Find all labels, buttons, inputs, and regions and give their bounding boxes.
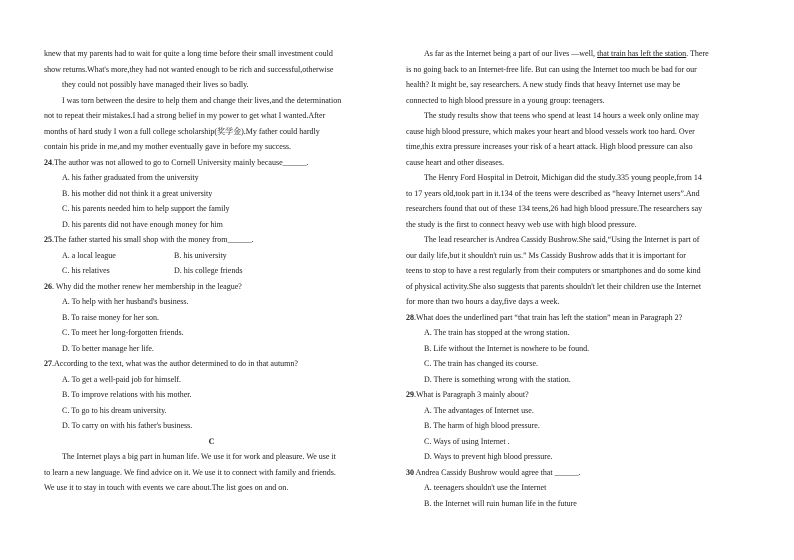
option-b[interactable]: B. the Internet will ruin human life in the future — [424, 498, 577, 508]
option-c[interactable]: C. Ways of using Internet . — [424, 436, 510, 446]
option-d[interactable]: D. his college friends — [174, 266, 243, 275]
option-b[interactable]: B. Life without the Internet is nowhere to be found. — [424, 343, 590, 353]
passage-line: to 17 years old,took part in it.134 of the teens were described as “heavy Internet users”.And — [406, 188, 700, 198]
passage-line: is no going back to an Internet-free life. But can using the Internet too much be bad for our — [406, 64, 697, 74]
passage-line: I was torn between the desire to help them and change their lives,and the determination — [62, 95, 342, 105]
option-a[interactable]: A. The train has stopped at the wrong station. — [424, 328, 570, 337]
option-c[interactable]: C. To go to his dream university. — [62, 405, 167, 415]
passage-line: cause heart and other diseases. — [406, 157, 504, 167]
option-a[interactable]: A. teenagers shouldn't use the Internet — [424, 483, 547, 492]
question-stem: .The author was not allowed to go to Cornell University mainly because______. — [52, 157, 309, 167]
question-30 — [406, 465, 741, 481]
underlined-phrase: that train has left the station — [597, 49, 687, 58]
passage-line: the study is the first to connect heavy web use with high blood pressure. — [406, 219, 637, 229]
option-a[interactable]: A. a local league — [62, 250, 116, 260]
passage-line: researchers found that out of these 134 teens,26 had high blood pressure.The researchers say — [406, 204, 703, 213]
question-number: 24 — [44, 157, 52, 167]
passage-line: for more than two hours a day,five days a week. — [406, 297, 560, 306]
passage-line: health? It might be, say researchers. A new study finds that heavy Internet use may be — [406, 80, 681, 89]
passage-line: time,this extra pressure increases your risk of a heart attack. High blood pressure can also — [406, 142, 693, 151]
option-d[interactable]: D. his parents did not have enough money for him — [62, 219, 223, 229]
question-27 — [44, 356, 379, 372]
question-number: 30 — [406, 467, 414, 477]
passage-line: to learn a new language. We find advice on it. We use it to connect with family and friends. — [44, 467, 336, 477]
question-number: 28 — [406, 312, 414, 322]
option-c[interactable]: C. his parents needed him to help support the family — [62, 204, 230, 213]
passage-line: knew that my parents had to wait for quite a long time before their small investment could — [44, 49, 333, 58]
option-a[interactable]: A. The advantages of Internet use. — [424, 405, 534, 415]
question-number: 29 — [406, 390, 414, 399]
option-d[interactable]: D. To carry on with his father's business. — [62, 421, 193, 430]
passage-line: connected to high blood pressure in a young group: teenagers. — [406, 95, 605, 105]
option-b[interactable]: B. The harm of high blood pressure. — [424, 421, 540, 430]
question-28 — [406, 310, 741, 326]
passage-line: of physical activity.She also suggests that parents shouldn't let their children use the Internet — [406, 281, 702, 291]
passage-line: they could not possibly have managed their lives so badly. — [62, 80, 249, 89]
option-c[interactable]: C. his relatives — [62, 266, 110, 275]
question-stem: .What does the underlined part “that train has left the station” mean in Paragraph 2? — [414, 312, 683, 322]
section-heading: C — [208, 436, 215, 446]
passage-line: months of hard study I won a full college scholarship(奖学金).My father could hardly — [44, 126, 320, 136]
option-b[interactable]: B. To improve relations with his mother. — [62, 390, 192, 399]
option-row — [44, 248, 379, 264]
question-stem: . Why did the mother renew her membership in the league? — [52, 281, 242, 291]
question-25 — [44, 232, 379, 248]
question-stem: .The father started his small shop with the money from______. — [52, 235, 254, 244]
question-26 — [44, 279, 379, 295]
question-number: 27 — [44, 359, 52, 368]
left-column — [44, 46, 379, 496]
question-stem: Andrea Cassidy Bushrow would agree that ______. — [414, 467, 581, 477]
option-a[interactable]: A. To help with her husband's business. — [62, 297, 189, 306]
passage-line: teens to stop to have a rest regularly from their computers or smartphones and do some kind — [406, 266, 701, 275]
question-stem: .What is Paragraph 3 mainly about? — [414, 390, 529, 399]
option-c[interactable]: C. The train has changed its course. — [424, 359, 539, 368]
passage-line: show returns.What's more,they had not wanted enough to be rich and successful,otherwise — [44, 64, 334, 74]
passage-line: cause high blood pressure, which makes your heart and blood vessels work too hard. Over — [406, 126, 695, 136]
passage-line: not to repeat their mistakes.I had a strong belief in my power to get what I wanted.After — [44, 111, 326, 120]
text-run: As far as the Internet being a part of our lives —well, — [424, 49, 598, 58]
question-29 — [406, 387, 741, 403]
passage-line — [406, 46, 741, 62]
option-b[interactable]: B. his university — [174, 250, 227, 260]
option-d[interactable]: D. Ways to prevent high blood pressure. — [424, 452, 553, 461]
option-c[interactable]: C. To meet her long-forgotten friends. — [62, 328, 184, 337]
question-number: 25 — [44, 235, 52, 244]
question-stem: .According to the text, what was the author determined to do in that autumn? — [52, 359, 298, 368]
question-number: 26 — [44, 281, 52, 291]
right-column — [406, 46, 741, 511]
option-b[interactable]: B. To raise money for her son. — [62, 312, 160, 322]
option-b[interactable]: B. his mother did not think it a great university — [62, 188, 213, 198]
passage-line: We use it to stay in touch with events we care about.The list goes on and on. — [44, 483, 289, 492]
question-24 — [44, 155, 379, 171]
option-row — [44, 263, 379, 279]
option-a[interactable]: A. his father graduated from the university — [62, 173, 199, 182]
passage-line: The Internet plays a big part in human life. We use it for work and pleasure. We use it — [62, 452, 336, 461]
passage-line: The Henry Ford Hospital in Detroit, Michigan did the study.335 young people,from 14 — [424, 173, 702, 182]
option-d[interactable]: D. To better manage her life. — [62, 343, 154, 353]
text-run: . There — [686, 49, 709, 58]
passage-line: contain his pride in me,and my mother eventually gave in before my success. — [44, 142, 292, 151]
option-d[interactable]: D. There is something wrong with the station. — [424, 374, 571, 384]
passage-line: The lead researcher is Andrea Cassidy Bushrow.She said,“Using the Internet is part of — [424, 235, 700, 244]
passage-line: our daily life,but it shouldn't ruin us.” Ms Cassidy Bushrow adds that it is important for — [406, 250, 686, 260]
passage-line: The study results show that teens who spend at least 14 hours a week only online may — [424, 111, 700, 120]
option-a[interactable]: A. To get a well-paid job for himself. — [62, 374, 182, 384]
